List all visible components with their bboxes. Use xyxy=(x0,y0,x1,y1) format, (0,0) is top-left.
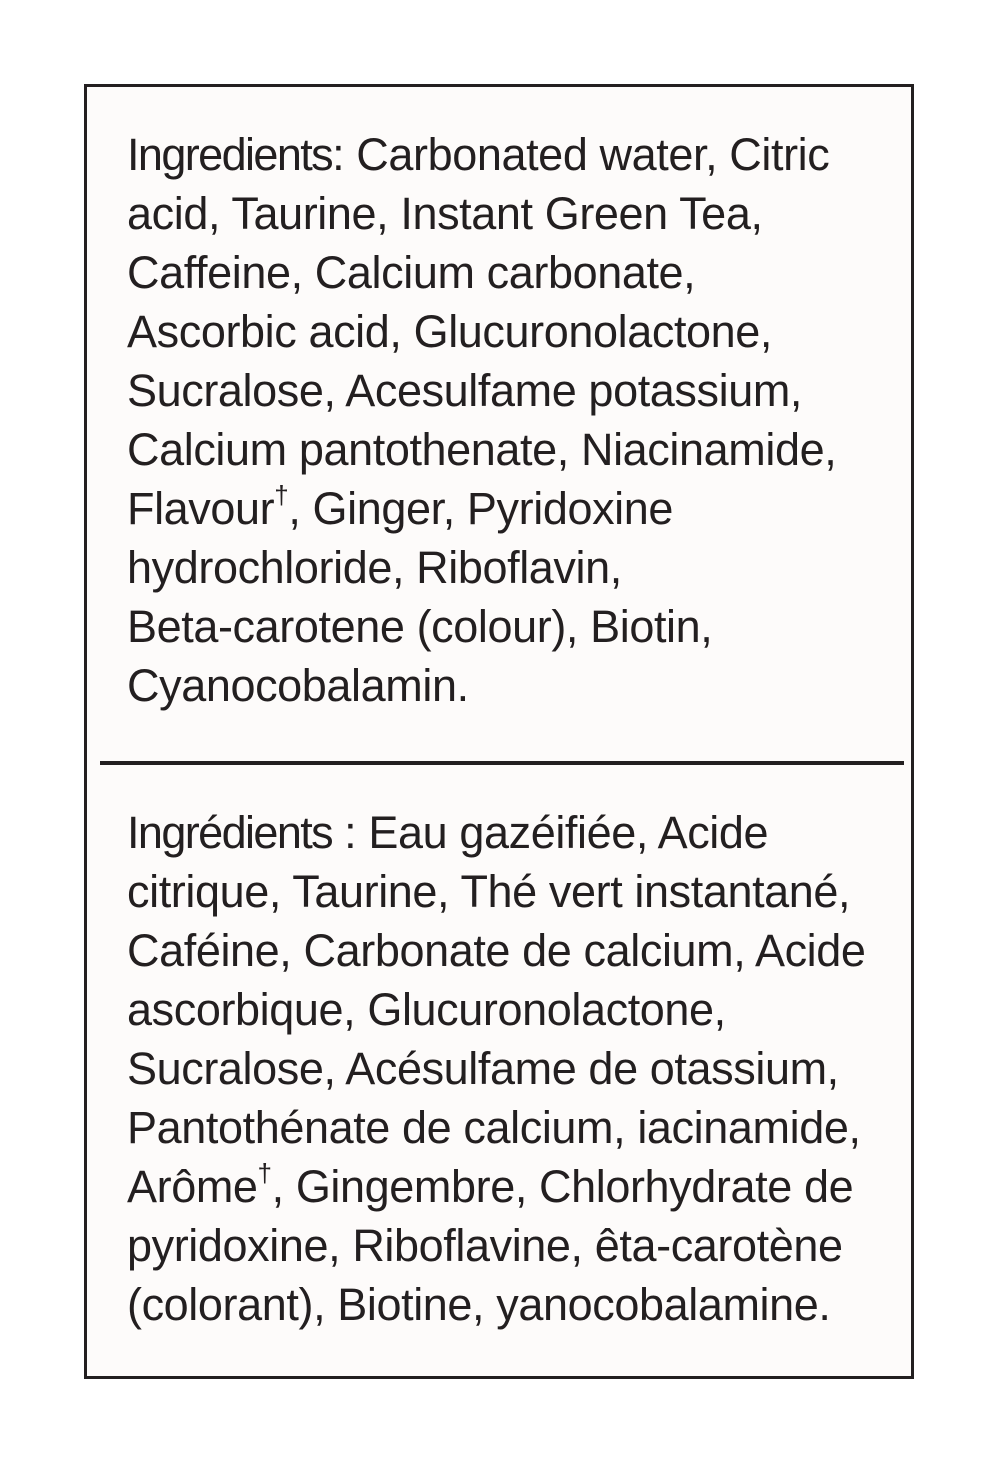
english-line-4: Ascorbic acid, Glucuronolactone, xyxy=(127,306,773,357)
french-line-8: pyridoxine, Riboflavine, êta-carotène xyxy=(127,1220,843,1271)
french-line-3: Caféine, Carbonate de calcium, Acide xyxy=(127,925,866,976)
english-ingredients xyxy=(127,125,887,715)
dagger-footnote-mark: † xyxy=(257,1158,272,1188)
french-line-1: Ingrédients : Eau gazéifiée, Acide xyxy=(127,807,769,858)
french-ingredients xyxy=(127,803,887,1334)
french-heading: Ingrédients xyxy=(127,807,333,858)
english-line-2: acid, Taurine, Instant Green Tea, xyxy=(127,188,763,239)
english-heading: Ingredients xyxy=(127,129,333,180)
ingredients-label-box xyxy=(84,84,914,1379)
french-line-5: Sucralose, Acésulfame de otassium, xyxy=(127,1043,839,1094)
french-line-9: (colorant), Biotine, yanocobalamine. xyxy=(127,1279,831,1330)
english-line-6: Calcium pantothenate, Niacinamide, xyxy=(127,424,837,475)
english-line-3: Caffeine, Calcium carbonate, xyxy=(127,247,696,298)
french-line-2: citrique, Taurine, Thé vert instantané, xyxy=(127,866,851,917)
english-line-10: Cyanocobalamin. xyxy=(127,660,469,711)
section-divider xyxy=(100,761,904,765)
french-line-4: ascorbique, Glucuronolactone, xyxy=(127,984,726,1035)
dagger-footnote-mark: † xyxy=(274,480,289,510)
french-line-6: Pantothénate de calcium, iacinamide, xyxy=(127,1102,861,1153)
english-line-1: Ingredients: Carbonated water, Citric xyxy=(127,129,830,180)
english-line-8: hydrochloride, Riboflavin, xyxy=(127,542,622,593)
english-line-7: Flavour†, Ginger, Pyridoxine xyxy=(127,480,674,534)
english-line-5: Sucralose, Acesulfame potassium, xyxy=(127,365,803,416)
french-line-7: Arôme†, Gingembre, Chlorhydrate de xyxy=(127,1158,854,1212)
english-line-9: Beta-carotene (colour), Biotin, xyxy=(127,601,713,652)
